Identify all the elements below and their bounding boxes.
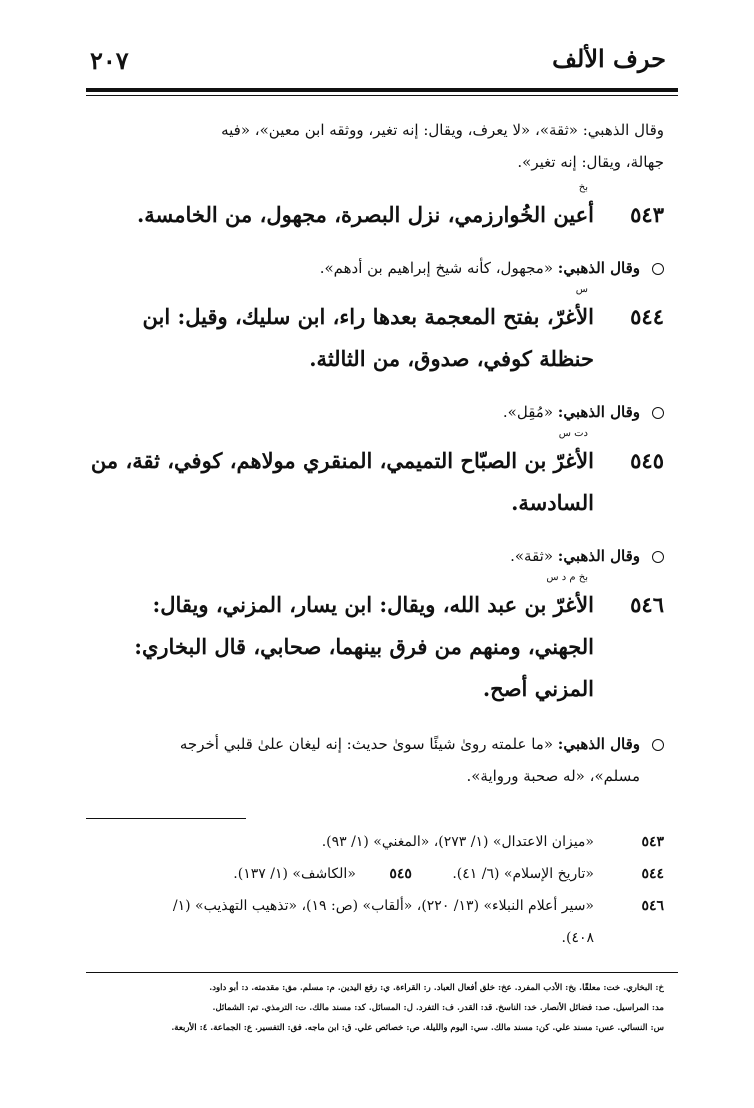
- rumuz-symbol: بخ: [578, 182, 588, 193]
- circle-bullet-icon: [652, 551, 664, 563]
- abbreviations-line: مد: المراسيل. صد: فضائل الأنصار. خد: الناسخ. قد: القدر. ف: التفرد. ل: المسائل. كد: مسند مالك. ت: الترمذي. تم: الشمائل.: [212, 1003, 664, 1013]
- entry-text: الخُوارزمي، نزل البصرة، مجهول، من الخامسة.: [136, 202, 546, 227]
- header-rule-thick: [86, 88, 678, 92]
- footnote-line: ٤٠٨).: [561, 930, 594, 946]
- note-line: جهالة، ويقال: إنه تغير».: [517, 153, 664, 171]
- entry-line: [0, 572, 594, 626]
- abbreviations-rule: [86, 972, 678, 973]
- entry-line: السادسة.: [511, 490, 594, 515]
- entry-line: [0, 182, 594, 236]
- note-text: «مُقِل».: [502, 403, 554, 421]
- rumuz-symbol: دت س: [558, 428, 588, 439]
- note-line: وقال الذهبي: «ثقة»، «لا يعرف، ويقال: إنه تغير، ووثقه ابن معين»، «فيه: [221, 121, 664, 139]
- dhahabi-note-542: [64, 114, 664, 178]
- footnote-546: [64, 890, 664, 954]
- abbreviations-key: [64, 978, 664, 1038]
- footnote-number: ٥٤٣: [641, 834, 664, 850]
- entry-name: دت س الأغرّ: [553, 428, 594, 473]
- footnote-text: «ميزان الاعتدال» (١/ ٢٧٣)، «المغني» (١/ ٩٣).: [321, 834, 594, 850]
- dhahabi-note-546: [40, 728, 664, 792]
- entry-name: بخ أعين: [553, 182, 594, 227]
- note-label: وقال الذهبي:: [557, 403, 640, 421]
- note-text: «ثقة».: [510, 547, 554, 565]
- circle-bullet-icon: [652, 263, 664, 275]
- entry-number: ٥٤٤: [630, 304, 664, 329]
- footnote-text: «الكاشف» (١/ ١٣٧).: [233, 866, 356, 882]
- entry-544: [0, 284, 664, 380]
- entry-line: المزني أصح.: [482, 676, 594, 701]
- note-label: وقال الذهبي:: [557, 735, 640, 753]
- dhahabi-note-543: [40, 252, 664, 284]
- rumuz-symbol: بخ م د س: [546, 572, 588, 583]
- entry-number: ٥٤٥: [630, 448, 664, 473]
- dhahabi-note-545: [40, 540, 664, 572]
- entry-text: بن عبد الله، ويقال: ابن يسار، المزني، ويقال:: [152, 592, 547, 617]
- footnote-separator: [86, 818, 246, 819]
- circle-bullet-icon: [652, 739, 664, 751]
- abbreviations-line: س: النسائي. عس: مسند علي. كن: مسند مالك. سي: اليوم والليلة. ص: خصائص علي. ق: ابن ماجه. فق: التفسير. ع: الجماعة. ٤: الأربعة.: [171, 1023, 664, 1033]
- footnote-545: [233, 858, 412, 890]
- circle-bullet-icon: [652, 407, 664, 419]
- entry-line: [0, 428, 594, 482]
- entry-name: س الأغرّ،: [546, 284, 594, 329]
- note-text: «مجهول، كأنه شيخ إبراهيم بن أدهم».: [319, 259, 554, 277]
- entry-text: بفتح المعجمة بعدها راء، ابن سليك، وقيل: ابن: [142, 304, 540, 329]
- note-line: [40, 728, 640, 760]
- dhahabi-note-544: [40, 396, 664, 428]
- footnote-number: ٥٤٤: [641, 866, 664, 882]
- entry-name: بخ م د س الأغرّ: [546, 572, 594, 617]
- footnote-number: ٥٤٦: [641, 898, 664, 914]
- footnote-543: [64, 826, 664, 858]
- rumuz-symbol: س: [575, 284, 588, 295]
- page-header-title: حرف الألف: [552, 44, 666, 73]
- note-label: وقال الذهبي:: [557, 547, 640, 565]
- page-number: ٢٠٧: [90, 46, 129, 75]
- entry-543: [0, 182, 664, 236]
- footnote-544-545: [64, 858, 664, 890]
- abbreviations-line: خ: البخاري. خت: معلقًا. بخ: الأدب المفرد. عخ: خلق أفعال العباد. ر: القراءة. ي: رفع اليدين. م: مسلم. مق: مقدمته. د: أبو داود.: [209, 983, 664, 993]
- note-label: وقال الذهبي:: [557, 259, 640, 277]
- footnote-text: «تاريخ الإسلام» (٦/ ٤١).: [452, 866, 594, 882]
- entry-line: الجهني، ومنهم من فرق بينهما، صحابي، قال البخاري:: [134, 634, 594, 659]
- entry-546: [0, 572, 664, 710]
- entry-545: [0, 428, 664, 524]
- entry-number: ٥٤٣: [630, 202, 664, 227]
- footnote-line: «سير أعلام النبلاء» (١٣/ ٢٢٠)، «ألقاب» (ص: ١٩)، «تذهيب التهذيب» (١/: [172, 898, 594, 914]
- note-line: مسلم»، «له صحبة ورواية».: [466, 767, 640, 785]
- header-rule-thin: [86, 95, 678, 96]
- footnote-number: ٥٤٥: [389, 866, 412, 882]
- entry-number: ٥٤٦: [630, 592, 664, 617]
- entry-text: بن الصبّاح التميمي، المنقري مولاهم، كوفي، ثقة، من: [90, 448, 547, 473]
- entry-line: [0, 284, 594, 338]
- entry-line: حنظلة كوفي، صدوق، من الثالثة.: [309, 346, 594, 371]
- note-text: «ما علمته روىٰ شيئًا سوىٰ حديث: إنه ليغان علىٰ قلبي أخرجه: [179, 735, 554, 753]
